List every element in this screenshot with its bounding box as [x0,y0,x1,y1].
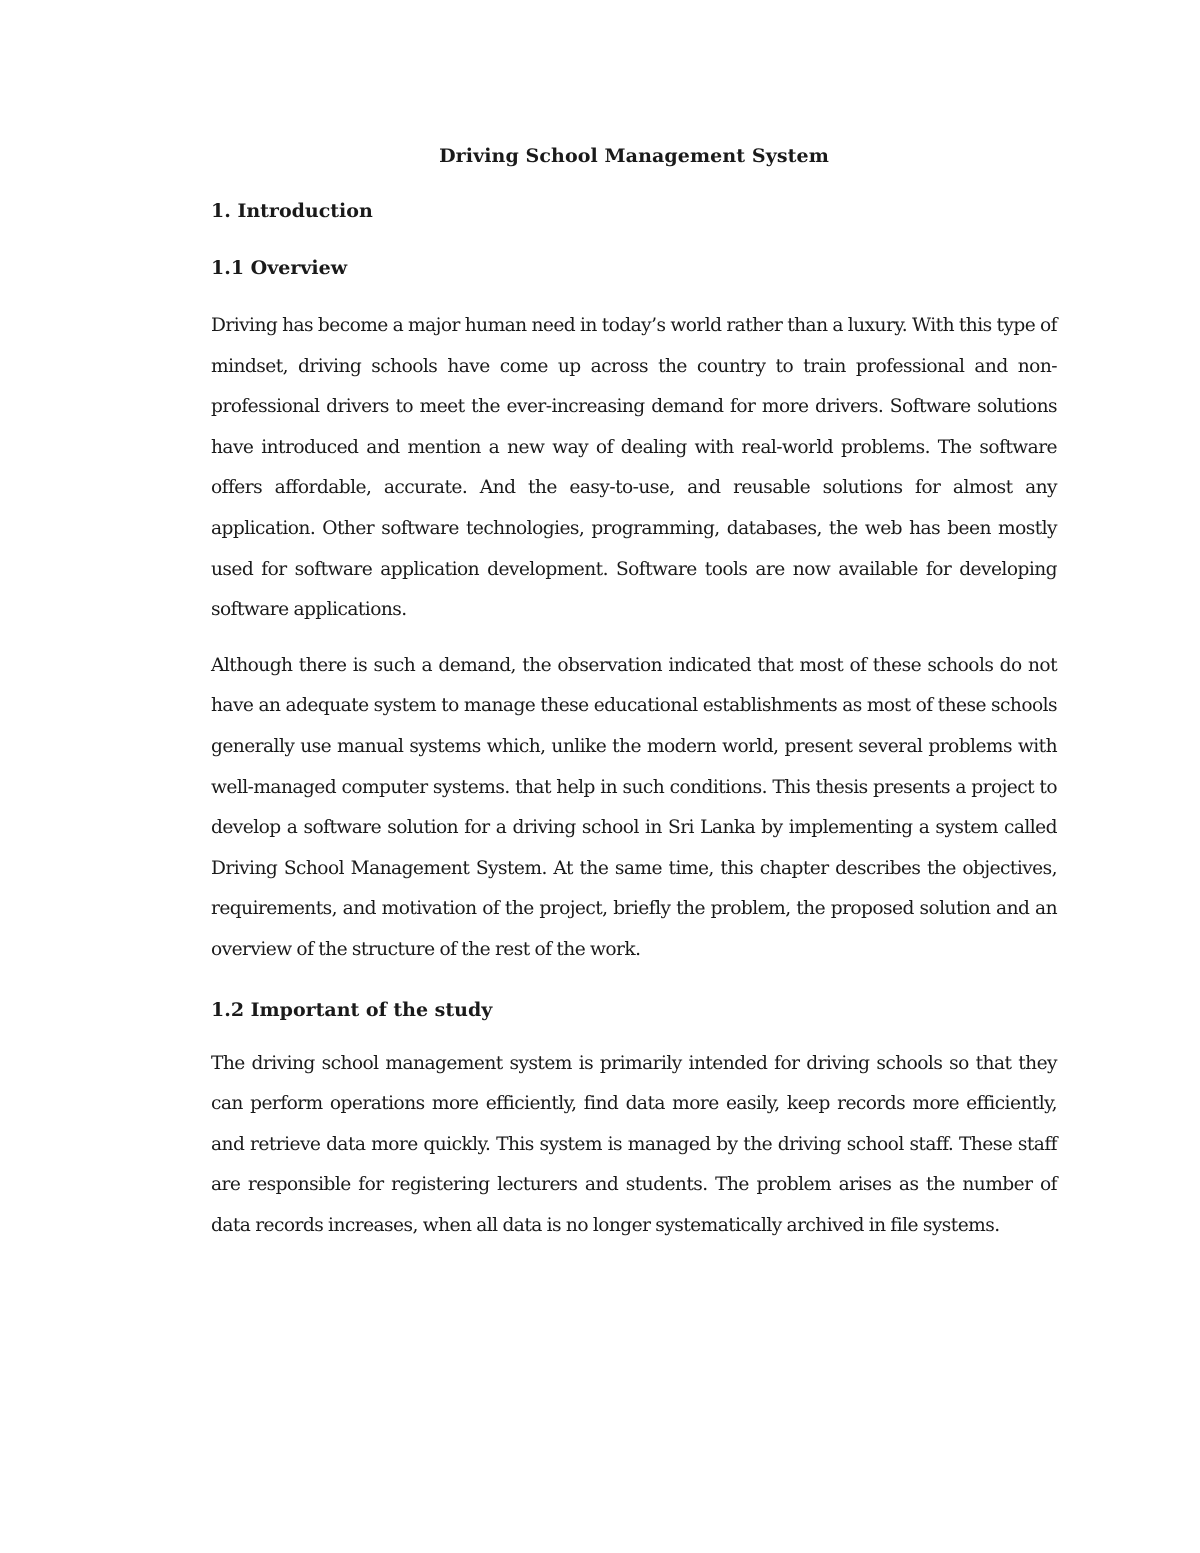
section-heading-overview: 1.1 Overview [211,257,348,279]
section-heading-introduction: 1. Introduction [211,200,373,222]
document-body [211,140,1057,1246]
section-heading-important-of-study: 1.2 Important of the study [211,998,493,1021]
document-title: Driving School Management System [439,145,829,167]
important-paragraph: The driving school management system is primarily intended for driving schools so that they can perform operations more efficiently, find data more easily, keep records more efficiently, and retrieve data more quickly. This system is managed by the driving school staff. These staff are responsible for registering lecturers and students. The problem arises as the number of data records increases, when all data is no longer systematically archived in file systems. [211,1052,1057,1236]
overview-paragraph-1: Driving has become a major human need in today’s world rather than a luxury. With this type of mindset, driving schools have come up across the country to train professional and non-professional drivers to meet the ever-increasing demand for more drivers. Software solutions have introduced and mention a new way of dealing with real-world problems. The software offers affordable, accurate. And the easy-to-use, and reusable solutions for almost any application. Other software technologies, programming, databases, the web has been mostly used for software application development. Software tools are now available for developing software applications. [211,315,1057,621]
overview-paragraph-2: Although there is such a demand, the observation indicated that most of these schools do not have an adequate system to manage these educational establishments as most of these schools generally use manual systems which, unlike the modern world, present several problems with well-managed computer systems. that help in such conditions. This thesis presents a project to develop a software solution for a driving school in Sri Lanka by implementing a system called Driving School Management System. At the same time, this chapter describes the objectives, requirements, and motivation of the project, briefly the problem, the proposed solution and an overview of the structure of the rest of the work. [211,654,1057,960]
